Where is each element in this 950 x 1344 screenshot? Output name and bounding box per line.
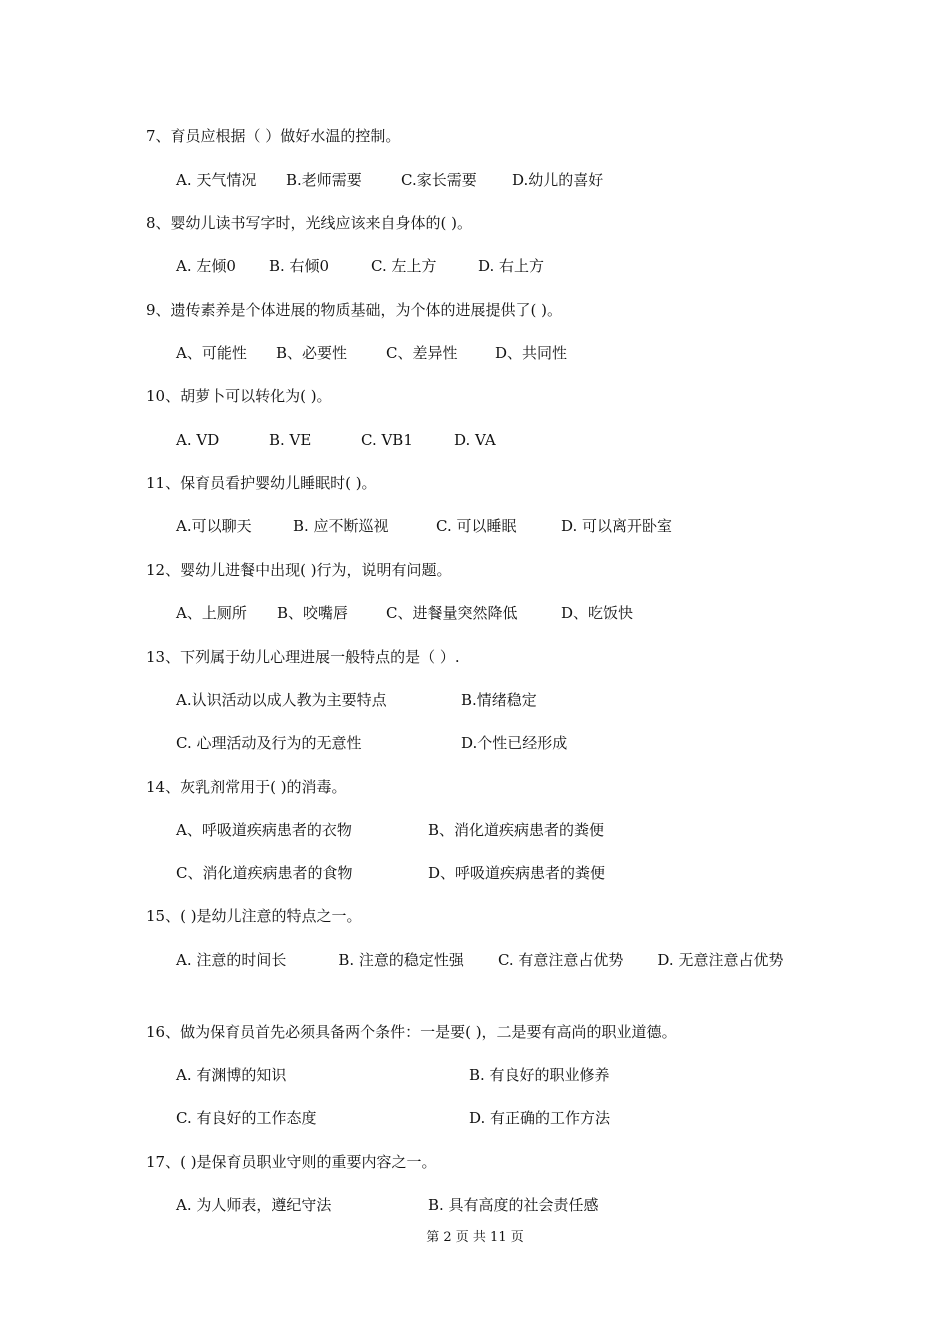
question-9-option-b: B、必要性	[276, 344, 348, 362]
question-14-option-c: C、消化道疾病患者的食物	[176, 864, 353, 882]
question-11-option-b: B. 应不断巡视	[293, 517, 389, 535]
question-12-stem: 12、婴幼儿进餐中出现( )行为，说明有问题。	[146, 561, 452, 579]
question-13-option-b: B.情绪稳定	[461, 691, 537, 709]
question-7-option-b: B.老师需要	[286, 171, 362, 189]
question-15-option-b: B. 注意的稳定性强	[338, 951, 464, 969]
question-15-options	[146, 946, 816, 974]
question-8-stem: 8、婴幼儿读书写字时，光线应该来自身体的( )。	[146, 214, 473, 232]
question-13-option-d: D.个性已经形成	[461, 734, 568, 752]
question-14-option-d: D、呼吸道疾病患者的粪便	[428, 864, 606, 882]
question-15-option-c: C. 有意注意占优势	[497, 951, 624, 969]
question-8-option-d: D. 右上方	[478, 257, 545, 275]
question-11-option-c: C. 可以睡眠	[436, 517, 517, 535]
question-13-option-c: C. 心理活动及行为的无意性	[176, 734, 362, 752]
question-17-stem: 17、( )是保育员职业守则的重要内容之一。	[146, 1153, 437, 1171]
question-12-option-b: B、咬嘴唇	[277, 604, 349, 622]
question-13-stem: 13、下列属于幼儿心理进展一般特点的是（ ）.	[146, 648, 460, 666]
question-9-option-d: D、共同性	[495, 344, 568, 362]
question-10-option-b: B. VE	[269, 431, 312, 449]
page-number-footer: 第 2 页 共 11 页	[426, 1230, 524, 1245]
question-12-option-c: C、进餐量突然降低	[386, 604, 518, 622]
question-9-option-a: A、可能性	[176, 344, 247, 362]
question-7-option-c: C.家长需要	[401, 171, 477, 189]
question-13-option-a: A.认识活动以成人教为主要特点	[176, 691, 387, 709]
question-15-option-a: A. 注意的时间长	[176, 951, 287, 969]
question-11-stem: 11、保育员看护婴幼儿睡眠时( )。	[146, 474, 377, 492]
question-7-stem: 7、育员应根据（ ）做好水温的控制。	[146, 127, 401, 145]
question-8-option-a: A. 左倾0	[176, 257, 236, 275]
question-9-option-c: C、差异性	[386, 344, 458, 362]
question-11-option-a: A.可以聊天	[176, 517, 252, 535]
question-16-option-a: A. 有渊博的知识	[176, 1066, 287, 1084]
question-15-option-d: D. 无意注意占优势	[657, 951, 784, 969]
question-14-stem: 14、灰乳剂常用于( )的消毒。	[146, 778, 347, 796]
question-16-option-c: C. 有良好的工作态度	[176, 1109, 317, 1127]
question-10-option-d: D. VA	[454, 431, 496, 449]
question-12-option-a: A、上厕所	[176, 604, 247, 622]
question-10-option-c: C. VB1	[361, 431, 413, 449]
question-8-option-c: C. 左上方	[371, 257, 437, 275]
question-8-option-b: B. 右倾0	[269, 257, 330, 275]
question-10-stem: 10、胡萝卜可以转化为( )。	[146, 387, 332, 405]
question-14-option-b: B、消化道疾病患者的粪便	[428, 821, 605, 839]
question-11-option-d: D. 可以离开卧室	[561, 517, 673, 535]
question-10-option-a: A. VD	[176, 431, 220, 449]
question-12-option-d: D、吃饭快	[561, 604, 634, 622]
question-14-option-a: A、呼吸道疾病患者的衣物	[176, 821, 352, 839]
question-16-option-b: B. 有良好的职业修养	[469, 1066, 610, 1084]
question-9-stem: 9、遗传素养是个体进展的物质基础，为个体的进展提供了( )。	[146, 301, 563, 319]
question-7-option-a: A. 天气情况	[176, 171, 257, 189]
question-16-stem: 16、做为保育员首先必须具备两个条件：一是要( )，二是要有高尚的职业道德。	[146, 1023, 677, 1041]
question-17-option-b: B. 具有高度的社会责任感	[428, 1196, 599, 1214]
question-15-stem: 15、( )是幼儿注意的特点之一。	[146, 907, 362, 925]
question-16-option-d: D. 有正确的工作方法	[469, 1109, 611, 1127]
question-17-option-a: A. 为人师表，遵纪守法	[176, 1196, 332, 1214]
question-7-option-d: D.幼儿的喜好	[512, 171, 604, 189]
